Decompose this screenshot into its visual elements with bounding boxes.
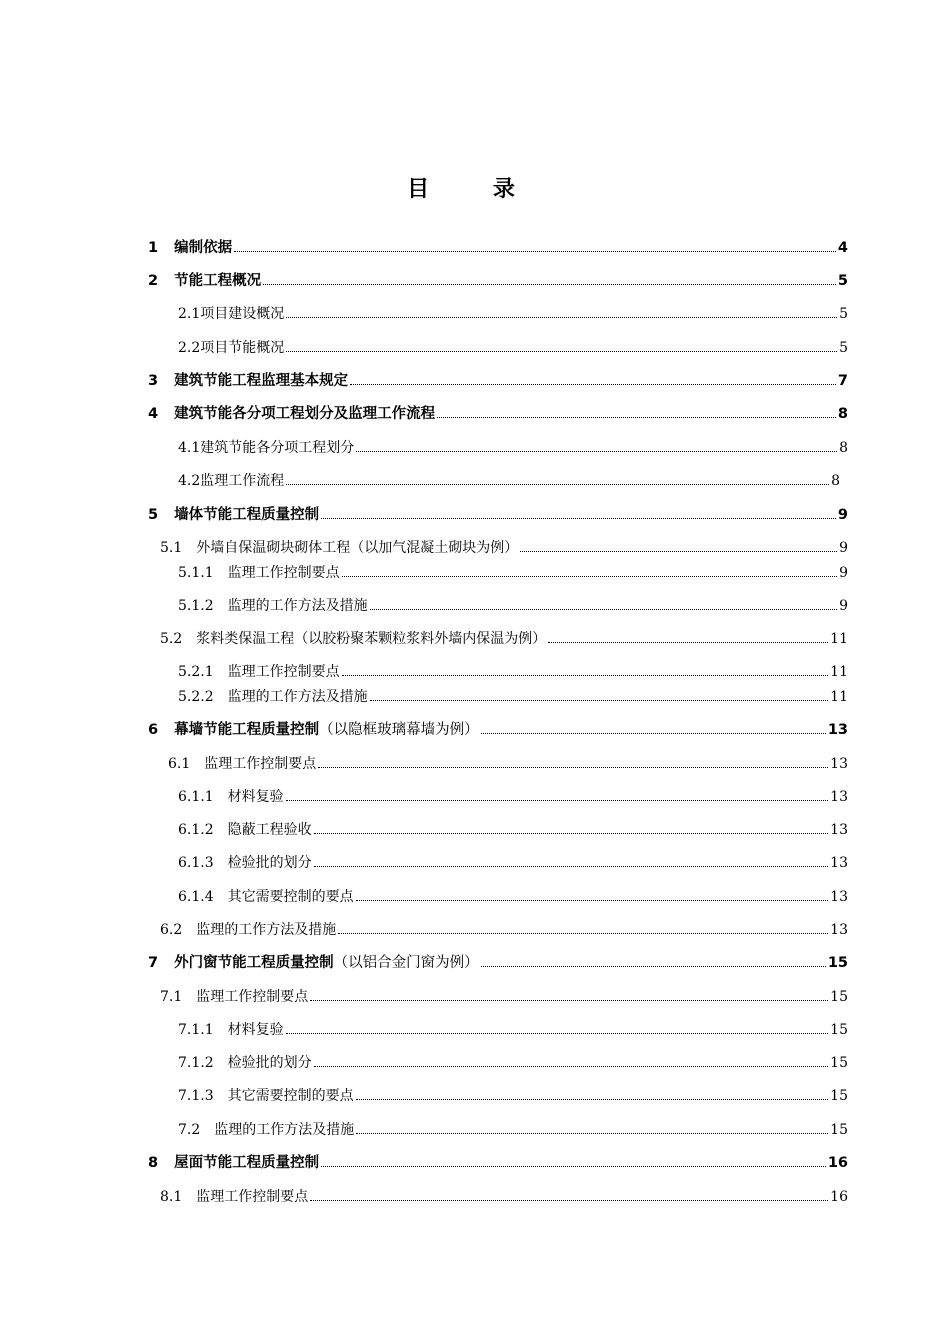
toc-entry-number: 5.2 [160, 631, 183, 647]
toc-entry-number: 7 [148, 955, 159, 971]
toc-entry-page: 9 [837, 507, 848, 523]
toc-leader-dots [350, 384, 836, 385]
toc-entry-number: 5.1.1 [178, 565, 214, 581]
toc-leader-dots [286, 317, 837, 318]
toc-entry-page: 16 [827, 1155, 848, 1171]
toc-entry[interactable] [178, 887, 848, 907]
toc-entry-title: 监理工作控制要点 [196, 1189, 309, 1205]
toc-leader-dots [548, 642, 828, 643]
toc-leader-dots [263, 284, 836, 285]
toc-leader-dots [286, 351, 837, 352]
toc-entry[interactable] [148, 720, 848, 740]
toc-entry-page: 13 [830, 922, 848, 938]
toc-entry-title: 材料复验 [227, 1022, 284, 1038]
toc-entry-page: 15 [830, 989, 848, 1005]
toc-leader-dots [437, 417, 836, 418]
toc-entry-title: 节能工程概况 [174, 273, 262, 289]
toc-entry-page: 13 [830, 855, 848, 871]
toc-entry[interactable] [178, 1120, 848, 1140]
toc-entry-title: 2.2项目节能概况 [178, 340, 285, 356]
toc-leader-dots [286, 800, 829, 801]
toc-entry-page: 5 [839, 340, 848, 356]
toc-leader-dots [481, 733, 826, 734]
toc-entry-page: 15 [830, 1022, 848, 1038]
toc-entry[interactable] [178, 471, 840, 491]
toc-entry[interactable] [168, 754, 848, 774]
toc-entry-page: 5 [837, 273, 848, 289]
toc-entry-number: 6.2 [160, 922, 183, 938]
toc-entry-page: 11 [830, 689, 848, 705]
toc-entry[interactable] [178, 1053, 848, 1073]
toc-entry-title: 幕墙节能工程质量控制 [174, 722, 320, 738]
toc-entry-note: （以铝合金门窗为例） [333, 955, 479, 971]
toc-entry-title: 墙体节能工程质量控制 [174, 507, 320, 523]
toc-entry[interactable] [148, 505, 848, 525]
toc-entry-title: 4.1建筑节能各分项工程划分 [178, 440, 355, 456]
toc-entry-number: 7.1.1 [178, 1022, 214, 1038]
toc-entry-title: 材料复验 [227, 789, 284, 805]
toc-entry-number: 6.1.1 [178, 789, 214, 805]
toc-entry-title: 隐蔽工程验收 [227, 822, 312, 838]
toc-entry-page: 11 [830, 631, 848, 647]
toc-entry-number: 8.1 [160, 1189, 183, 1205]
toc-entry-number: 5.2.1 [178, 664, 214, 680]
toc-entry-page: 13 [827, 722, 848, 738]
toc-entry-number: 5 [148, 507, 159, 523]
toc-entry-number: 6.1.2 [178, 822, 214, 838]
toc-leader-dots [314, 833, 829, 834]
toc-entry[interactable] [160, 538, 848, 558]
toc-leader-dots [356, 451, 837, 452]
toc-entry[interactable] [178, 304, 848, 324]
toc-entry-title: 建筑节能工程监理基本规定 [174, 373, 349, 389]
toc-entry-note: （以隐框玻璃幕墙为例） [319, 722, 479, 738]
toc-entry-page: 13 [830, 822, 848, 838]
toc-entry-page: 15 [830, 1088, 848, 1104]
toc-leader-dots [234, 251, 836, 252]
toc-entry-page: 8 [831, 473, 840, 489]
toc-leader-dots [481, 966, 826, 967]
toc-entry[interactable] [148, 371, 848, 391]
toc-entry-title: 编制依据 [174, 240, 233, 256]
toc-entry[interactable] [148, 1153, 848, 1173]
toc-entry[interactable] [148, 238, 848, 258]
toc-entry[interactable] [178, 338, 848, 358]
toc-leader-dots [370, 609, 837, 610]
toc-entry-page: 9 [839, 540, 848, 556]
toc-entry-title: 监理工作控制要点 [227, 664, 340, 680]
toc-title: 目 录 [407, 177, 543, 202]
toc-leader-dots [286, 484, 829, 485]
toc-entry-page: 11 [830, 664, 848, 680]
toc-entry-page: 9 [839, 598, 848, 614]
toc-entry[interactable] [178, 563, 848, 583]
toc-entry[interactable] [178, 596, 848, 616]
toc-leader-dots [356, 1099, 829, 1100]
toc-entry-title: 监理工作控制要点 [204, 756, 317, 772]
toc-entry-page: 7 [837, 373, 848, 389]
toc-entry-title: 检验批的划分 [227, 1055, 312, 1071]
toc-entry-title: 建筑节能各分项工程划分及监理工作流程 [174, 406, 436, 422]
toc-entry-number: 7.2 [178, 1122, 201, 1138]
toc-entry-title: 2.1项目建设概况 [178, 306, 285, 322]
toc-entry-page: 9 [839, 565, 848, 581]
toc-entry-page: 8 [839, 440, 848, 456]
toc-entry-title: 监理的工作方法及措施 [196, 922, 337, 938]
toc-entry-number: 7.1.3 [178, 1088, 214, 1104]
toc-entry-title: 监理的工作方法及措施 [214, 1122, 355, 1138]
toc-leader-dots [318, 767, 828, 768]
toc-entry-title: 检验批的划分 [227, 855, 312, 871]
toc-entry-title: 外墙自保温砌块砌体工程（以加气混凝土砌块为例） [196, 540, 519, 556]
toc-entry-number: 8 [148, 1155, 159, 1171]
toc-entry-number: 5.2.2 [178, 689, 214, 705]
toc-entry[interactable] [148, 953, 848, 973]
toc-entry[interactable] [160, 920, 848, 940]
toc-entry-page: 5 [839, 306, 848, 322]
toc-leader-dots [314, 1066, 829, 1067]
toc-entry-title: 监理工作控制要点 [196, 989, 309, 1005]
toc-leader-dots [342, 675, 829, 676]
toc-leader-dots [310, 1000, 828, 1001]
toc-entry[interactable] [178, 662, 848, 682]
toc-entry-number: 6 [148, 722, 159, 738]
toc-leader-dots [342, 576, 837, 577]
toc-entry-number: 6.1.3 [178, 855, 214, 871]
toc-entry-title: 监理工作控制要点 [227, 565, 340, 581]
toc-entry-title: 屋面节能工程质量控制 [174, 1155, 320, 1171]
toc-entry-title: 其它需要控制的要点 [227, 889, 354, 905]
toc-entry-title: 监理的工作方法及措施 [227, 598, 368, 614]
toc-leader-dots [370, 700, 829, 701]
toc-entry[interactable] [160, 1187, 848, 1207]
toc-entry[interactable] [178, 438, 848, 458]
toc-entry[interactable] [178, 1020, 848, 1040]
toc-entry[interactable] [160, 629, 848, 649]
toc-leader-dots [520, 551, 837, 552]
toc-entry-number: 1 [148, 240, 159, 256]
toc-entry[interactable] [160, 987, 848, 1007]
toc-entry-number: 7.1 [160, 989, 183, 1005]
toc-entry-page: 15 [830, 1055, 848, 1071]
toc-entry[interactable] [148, 404, 848, 424]
toc-entry[interactable] [178, 787, 848, 807]
toc-leader-dots [321, 518, 836, 519]
toc-leader-dots [314, 866, 829, 867]
toc-entry-page: 13 [830, 789, 848, 805]
toc-entry-title: 浆料类保温工程（以胶粉聚苯颗粒浆料外墙内保温为例） [196, 631, 547, 647]
toc-entry-page: 15 [827, 955, 848, 971]
toc-entry-title: 外门窗节能工程质量控制 [174, 955, 334, 971]
toc-entry-page: 4 [837, 240, 848, 256]
toc-entry-title: 4.2监理工作流程 [178, 473, 285, 489]
toc-entry[interactable] [178, 853, 848, 873]
toc-entry-page: 8 [837, 406, 848, 422]
toc-entry[interactable] [178, 820, 848, 840]
toc-entry-number: 6.1.4 [178, 889, 214, 905]
toc-entry-number: 6.1 [168, 756, 191, 772]
toc-leader-dots [286, 1033, 829, 1034]
toc-entry-number: 7.1.2 [178, 1055, 214, 1071]
toc-entry-page: 15 [830, 1122, 848, 1138]
toc-entry-number: 5.1.2 [178, 598, 214, 614]
toc-entry-number: 4 [148, 406, 159, 422]
toc-entry-title: 监理的工作方法及措施 [227, 689, 368, 705]
toc-entry-page: 13 [830, 889, 848, 905]
toc-leader-dots [356, 900, 829, 901]
toc-entry[interactable] [148, 271, 848, 291]
toc-entry-page: 16 [830, 1189, 848, 1205]
toc-entry-number: 2 [148, 273, 159, 289]
toc-leader-dots [356, 1133, 828, 1134]
toc-leader-dots [321, 1166, 826, 1167]
toc-leader-dots [310, 1200, 828, 1201]
toc-entry-number: 5.1 [160, 540, 183, 556]
toc-entry-number: 3 [148, 373, 159, 389]
toc-entry-page: 13 [830, 756, 848, 772]
toc-entry-title: 其它需要控制的要点 [227, 1088, 354, 1104]
toc-leader-dots [338, 933, 828, 934]
toc-entry[interactable] [178, 1086, 848, 1106]
toc-entry[interactable] [178, 687, 848, 707]
